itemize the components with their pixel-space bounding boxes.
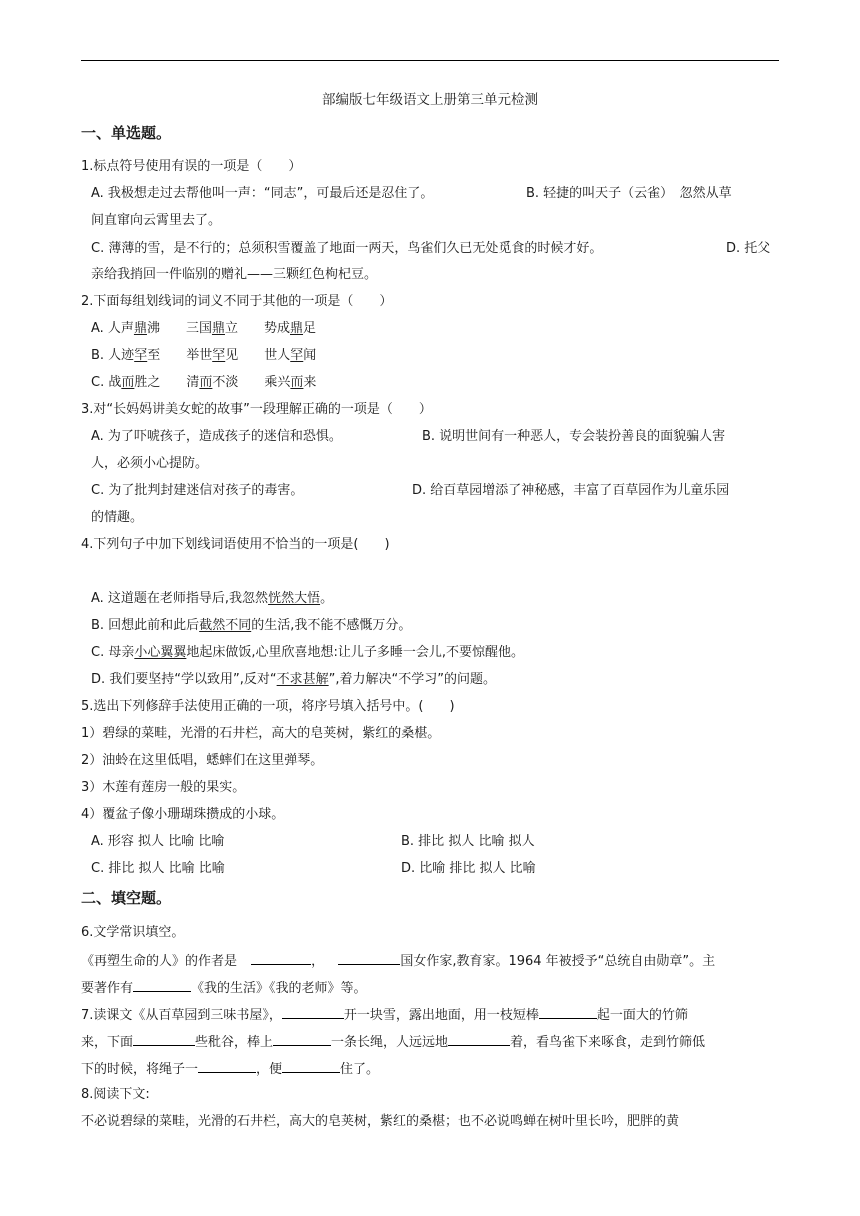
q5-item-1: 1）碧绿的菜畦，光滑的石井栏，高大的皂荚树，紫红的桑椹。 [81,726,441,741]
q5-item-3: 3）木莲有莲房一般的果实。 [81,780,246,795]
q4-b-text: 的生活,我不能不感慨万分。 [251,618,412,633]
q7-text: 一条长绳，人远远地 [331,1035,449,1050]
q2-b-text: 至 举世 [147,348,213,363]
question-8-stem: 8.阅读下文: [81,1087,150,1102]
q2-c-text: 来 [303,375,317,390]
q4-d-text: ”,着力解决“不学习”的问题。 [328,672,496,687]
q4-option-a [91,590,333,608]
q2-b-text: B. 人迹 [91,348,135,363]
q3-option-b: B. 说明世间有一种恶人，专会装扮善良的面貌骗人害 [422,429,726,444]
q5-item-2: 2）油蛉在这里低唱，蟋蟀们在这里弹琴。 [81,753,324,768]
q7-text: ，便 [256,1062,283,1077]
q4-a-text: 。 [320,591,334,606]
q6-blank-works[interactable] [133,978,191,992]
q2-c-text: C. 战 [91,375,122,390]
q2-c-underline-2: 而 [199,375,213,390]
q1-option-b: B. 轻捷的叫天子（云雀） 忽然从草 [526,186,732,201]
q1-option-d: D. 托父 [726,241,771,256]
q4-c-underlined-phrase: 小心翼翼 [134,645,187,660]
q4-d-underlined-phrase: 不求甚解 [276,672,329,687]
q2-option-a [91,320,316,338]
q3-option-d-continued: 的情趣。 [91,510,144,525]
q6-line-2 [81,978,367,998]
q5-option-b: B. 排比 拟人 比喻 拟人 [401,834,535,849]
question-4-stem: 4.下列句子中加下划线词语使用不恰当的一项是( ) [81,537,390,552]
question-2-stem: 2.下面每组划线词的词义不同于其他的一项是（ ） [81,294,393,309]
q6-line-1 [81,951,715,971]
q2-c-text: 不淡 乘兴 [212,375,291,390]
q4-c-text: C. 母亲 [91,645,135,660]
q7-text: 7.读课文《从百草园到三味书屋》， [81,1008,282,1023]
q4-option-c [91,644,524,662]
q4-option-d [91,671,496,689]
q2-b-text: 见 世人 [225,348,291,363]
q2-a-underline-3: 鼎 [290,321,304,336]
q7-blank-5[interactable] [448,1032,510,1046]
q6-blank-author[interactable] [251,951,311,965]
q7-blank-6[interactable] [198,1059,256,1073]
q1-option-c: C. 薄薄的雪，是不行的；总须积雪覆盖了地面一两天，鸟雀们久已无处觅食的时候才好。 [91,241,603,256]
section-heading-fill-in: 二、填空题。 [81,889,172,907]
q2-option-c [91,374,316,392]
q7-text: 起一面大的竹筛 [596,1008,688,1023]
question-3-stem: 3.对“长妈妈讲美女蛇的故事”一段理解正确的一项是（ ） [81,402,432,417]
q7-blank-3[interactable] [133,1032,195,1046]
q2-b-underline-3: 罕 [290,348,304,363]
q5-item-4: 4）覆盆子像小珊瑚珠攒成的小球。 [81,807,285,822]
q7-text: 些秕谷，棒上 [195,1035,274,1050]
q7-line-2 [81,1032,705,1052]
q2-c-text: 胜之 清 [134,375,200,390]
q2-b-underline-1: 罕 [134,348,148,363]
q2-b-underline-2: 罕 [212,348,226,363]
header-rule [81,60,779,61]
q6-text: 《再塑生命的人》的作者是 [81,954,238,969]
q2-c-underline-1: 而 [121,375,135,390]
q6-text: ， [311,954,325,969]
q4-b-text: B. 回想此前和此后 [91,618,200,633]
q6-text: 国女作家,教育家。1964 年被授予“总统自由勋章”。主 [400,954,716,969]
q2-b-text: 闻 [303,348,317,363]
q7-blank-7[interactable] [282,1059,340,1073]
q2-a-text: A. 人声 [91,321,134,336]
q7-text: 来，下面 [81,1035,134,1050]
q1-option-a: A. 我极想走过去帮他叫一声：“同志”，可最后还是忍住了。 [91,186,434,201]
q7-text: 住了。 [340,1062,380,1077]
q3-option-c: C. 为了批判封建迷信对孩子的毒害。 [91,483,304,498]
document-title: 部编版七年级语文上册第三单元检测 [322,92,538,108]
q1-option-b-continued: 间直窜向云霄里去了。 [91,213,222,228]
q6-blank-country[interactable] [338,951,400,965]
q7-blank-4[interactable] [273,1032,331,1046]
question-1-stem: 1.标点符号使用有误的一项是（ ） [81,159,302,174]
q5-option-c: C. 排比 拟人 比喻 比喻 [91,861,225,876]
q3-option-b-continued: 人，必须小心提防。 [91,456,209,471]
section-heading-single-choice: 一、单选题。 [81,124,172,142]
q7-blank-2[interactable] [539,1005,597,1019]
q7-line-3 [81,1059,379,1079]
q4-a-underlined-phrase: 恍然大悟 [268,591,321,606]
q4-c-text: 地起床做饭,心里欣喜地想:让儿子多睡一会儿,不要惊醒他。 [186,645,525,660]
q2-a-text: 沸 三国 [146,321,212,336]
q7-blank-1[interactable] [282,1005,344,1019]
q7-line-1 [81,1005,688,1025]
q2-a-underline-2: 鼎 [211,321,225,336]
q4-d-text: D. 我们要坚持“学以致用”,反对“ [91,672,277,687]
q1-option-d-continued: 亲给我捎回一件临别的赠礼——三颗红色枸杞豆。 [91,267,378,282]
q5-option-a: A. 形容 拟人 比喻 比喻 [91,834,225,849]
q7-text: 下的时候，将绳子一 [81,1062,199,1077]
q2-a-text: 立 势成 [224,321,290,336]
q2-c-underline-3: 而 [290,375,304,390]
q2-option-b [91,347,316,365]
q4-option-b [91,617,411,635]
q2-a-text: 足 [303,321,317,336]
q4-b-underlined-phrase: 截然不同 [199,618,252,633]
q7-text: 开一块雪，露出地面，用一枝短棒 [343,1008,539,1023]
q8-passage-text: 不必说碧绿的菜畦，光滑的石井栏，高大的皂荚树，紫红的桑椹；也不必说鸣蝉在树叶里长吟，肥胖的黄 [81,1114,680,1129]
q2-a-underline-1: 鼎 [133,321,147,336]
q7-text: 着，看鸟雀下来啄食，走到竹筛低 [510,1035,706,1050]
q5-option-d: D. 比喻 排比 拟人 比喻 [401,861,536,876]
q6-text: 《我的生活》《我的老师》等。 [191,981,367,996]
q4-a-text: A. 这道题在老师指导后,我忽然 [91,591,269,606]
question-6-stem: 6.文学常识填空。 [81,925,185,940]
q6-text: 要著作有 [81,981,134,996]
question-5-stem: 5.选出下列修辞手法使用正确的一项，将序号填入括号中。( ) [81,699,455,714]
q3-option-d: D. 给百草园增添了神秘感，丰富了百草园作为儿童乐园 [412,483,730,498]
q3-option-a: A. 为了吓唬孩子，造成孩子的迷信和恐惧。 [91,429,342,444]
